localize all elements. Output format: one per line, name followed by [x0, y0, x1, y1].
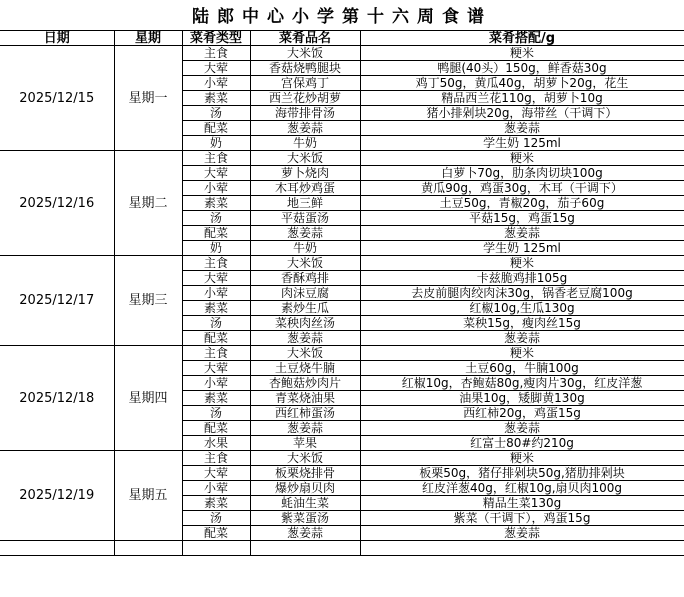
dish-name-cell: 大米饭	[250, 151, 360, 166]
dish-name-cell: 海带排骨汤	[250, 106, 360, 121]
dish-name-cell: 土豆烧牛腩	[250, 361, 360, 376]
ingredients-cell: 粳米	[360, 46, 684, 61]
dish-name-cell: 萝卜烧肉	[250, 166, 360, 181]
dish-name-cell: 宫保鸡丁	[250, 76, 360, 91]
dish-type-cell: 汤	[182, 316, 250, 331]
dish-type-cell: 主食	[182, 451, 250, 466]
ingredients-cell: 红椒10g，杏鲍菇80g,瘦肉片30g，红皮洋葱	[360, 376, 684, 391]
ingredients-cell: 板栗50g，猪仔排剁块50g,猪肋排剁块	[360, 466, 684, 481]
dish-type-cell: 素菜	[182, 301, 250, 316]
ingredients-cell: 白萝卜70g，肋条肉切块100g	[360, 166, 684, 181]
ingredients-cell: 卡兹脆鸡排105g	[360, 271, 684, 286]
dish-name-cell: 大米饭	[250, 46, 360, 61]
ingredients-cell: 葱姜蒜	[360, 121, 684, 136]
dish-name-cell: 苹果	[250, 436, 360, 451]
day-weekday: 星期四	[114, 346, 182, 451]
blank-cell	[182, 541, 250, 556]
ingredients-cell: 红皮洋葱40g，红椒10g,扇贝肉100g	[360, 481, 684, 496]
ingredients-cell: 粳米	[360, 256, 684, 271]
dish-name-cell: 西红柿蛋汤	[250, 406, 360, 421]
dish-name-cell: 菜秧肉丝汤	[250, 316, 360, 331]
blank-cell	[360, 541, 684, 556]
dish-name-cell: 葱姜蒜	[250, 226, 360, 241]
ingredients-cell: 葱姜蒜	[360, 331, 684, 346]
header-date: 日期	[0, 31, 114, 46]
blank-cell	[114, 541, 182, 556]
menu-table	[0, 30, 684, 556]
dish-name-cell: 牛奶	[250, 241, 360, 256]
dish-type-cell: 主食	[182, 46, 250, 61]
header-dish-type: 菜肴类型	[182, 31, 250, 46]
ingredients-cell: 精品生菜130g	[360, 496, 684, 511]
blank-row	[0, 541, 684, 556]
dish-type-cell: 汤	[182, 511, 250, 526]
dish-type-cell: 水果	[182, 436, 250, 451]
dish-name-cell: 香酥鸡排	[250, 271, 360, 286]
ingredients-cell: 学生奶 125ml	[360, 136, 684, 151]
ingredients-cell: 红富士80#约210g	[360, 436, 684, 451]
dish-name-cell: 素炒生瓜	[250, 301, 360, 316]
ingredients-cell: 菜秧15g，瘦肉丝15g	[360, 316, 684, 331]
blank-cell	[250, 541, 360, 556]
day-date: 2025/12/16	[0, 151, 114, 256]
day-weekday: 星期一	[114, 46, 182, 151]
dish-name-cell: 平菇蛋汤	[250, 211, 360, 226]
dish-type-cell: 奶	[182, 136, 250, 151]
dish-type-cell: 小荤	[182, 181, 250, 196]
dish-name-cell: 肉沫豆腐	[250, 286, 360, 301]
ingredients-cell: 葱姜蒜	[360, 526, 684, 541]
dish-name-cell: 紫菜蛋汤	[250, 511, 360, 526]
dish-type-cell: 配菜	[182, 121, 250, 136]
dish-type-cell: 小荤	[182, 286, 250, 301]
ingredients-cell: 平菇15g，鸡蛋15g	[360, 211, 684, 226]
dish-type-cell: 汤	[182, 406, 250, 421]
ingredients-cell: 红椒10g,生瓜130g	[360, 301, 684, 316]
dish-type-cell: 大荤	[182, 166, 250, 181]
table-row	[0, 151, 684, 166]
day-weekday: 星期二	[114, 151, 182, 256]
table-row	[0, 46, 684, 61]
ingredients-cell: 猪小排剁块20g，海带丝（干调下）	[360, 106, 684, 121]
dish-type-cell: 汤	[182, 106, 250, 121]
header-weekday: 星期	[114, 31, 182, 46]
dish-type-cell: 奶	[182, 241, 250, 256]
dish-type-cell: 大荤	[182, 466, 250, 481]
dish-name-cell: 葱姜蒜	[250, 421, 360, 436]
dish-name-cell: 地三鲜	[250, 196, 360, 211]
dish-name-cell: 杏鲍菇炒肉片	[250, 376, 360, 391]
table-row	[0, 451, 684, 466]
ingredients-cell: 西红柿20g，鸡蛋15g	[360, 406, 684, 421]
ingredients-cell: 土豆50g，青椒20g，茄子60g	[360, 196, 684, 211]
ingredients-cell: 葱姜蒜	[360, 226, 684, 241]
dish-name-cell: 木耳炒鸡蛋	[250, 181, 360, 196]
ingredients-cell: 土豆60g，牛腩100g	[360, 361, 684, 376]
dish-type-cell: 小荤	[182, 76, 250, 91]
day-date: 2025/12/15	[0, 46, 114, 151]
ingredients-cell: 葱姜蒜	[360, 421, 684, 436]
day-date: 2025/12/18	[0, 346, 114, 451]
ingredients-cell: 去皮前腿肉绞肉沫30g，锅香老豆腐100g	[360, 286, 684, 301]
dish-type-cell: 大荤	[182, 271, 250, 286]
page-title: 陆郎中心小学第十六周食谱	[192, 7, 492, 27]
dish-type-cell: 主食	[182, 346, 250, 361]
day-weekday: 星期五	[114, 451, 182, 541]
header-ingredients: 菜肴搭配/g	[360, 31, 684, 46]
ingredients-cell: 精品西兰花110g，胡萝卜10g	[360, 91, 684, 106]
day-date: 2025/12/17	[0, 256, 114, 346]
day-date: 2025/12/19	[0, 451, 114, 541]
dish-type-cell: 配菜	[182, 226, 250, 241]
dish-type-cell: 素菜	[182, 496, 250, 511]
header-row	[0, 31, 684, 46]
dish-type-cell: 配菜	[182, 421, 250, 436]
ingredients-cell: 粳米	[360, 151, 684, 166]
ingredients-cell: 鸡丁50g，黄瓜40g，胡萝卜20g，花生	[360, 76, 684, 91]
dish-name-cell: 香菇烧鸭腿块	[250, 61, 360, 76]
ingredients-cell: 学生奶 125ml	[360, 241, 684, 256]
ingredients-cell: 紫菜（干调下），鸡蛋15g	[360, 511, 684, 526]
dish-name-cell: 葱姜蒜	[250, 121, 360, 136]
dish-type-cell: 素菜	[182, 391, 250, 406]
day-weekday: 星期三	[114, 256, 182, 346]
dish-type-cell: 汤	[182, 211, 250, 226]
dish-name-cell: 蚝油生菜	[250, 496, 360, 511]
dish-name-cell: 爆炒扇贝肉	[250, 481, 360, 496]
dish-type-cell: 素菜	[182, 196, 250, 211]
dish-name-cell: 板栗烧排骨	[250, 466, 360, 481]
dish-type-cell: 小荤	[182, 481, 250, 496]
dish-type-cell: 大荤	[182, 361, 250, 376]
blank-cell	[0, 541, 114, 556]
dish-name-cell: 西兰花炒胡萝	[250, 91, 360, 106]
dish-name-cell: 大米饭	[250, 346, 360, 361]
ingredients-cell: 鸭腿(40头）150g，鲜香菇30g	[360, 61, 684, 76]
dish-name-cell: 青菜烧油果	[250, 391, 360, 406]
dish-type-cell: 主食	[182, 151, 250, 166]
dish-name-cell: 葱姜蒜	[250, 331, 360, 346]
dish-name-cell: 大米饭	[250, 256, 360, 271]
dish-name-cell: 葱姜蒜	[250, 526, 360, 541]
dish-type-cell: 大荤	[182, 61, 250, 76]
table-row	[0, 256, 684, 271]
table-row	[0, 346, 684, 361]
dish-name-cell: 大米饭	[250, 451, 360, 466]
dish-type-cell: 配菜	[182, 526, 250, 541]
dish-type-cell: 配菜	[182, 331, 250, 346]
dish-type-cell: 小荤	[182, 376, 250, 391]
dish-type-cell: 主食	[182, 256, 250, 271]
ingredients-cell: 粳米	[360, 451, 684, 466]
ingredients-cell: 粳米	[360, 346, 684, 361]
dish-name-cell: 牛奶	[250, 136, 360, 151]
ingredients-cell: 油果10g，矮脚黄130g	[360, 391, 684, 406]
menu-body	[0, 46, 684, 556]
ingredients-cell: 黄瓜90g，鸡蛋30g，木耳（干调下）	[360, 181, 684, 196]
dish-type-cell: 素菜	[182, 91, 250, 106]
header-dish-name: 菜肴品名	[250, 31, 360, 46]
